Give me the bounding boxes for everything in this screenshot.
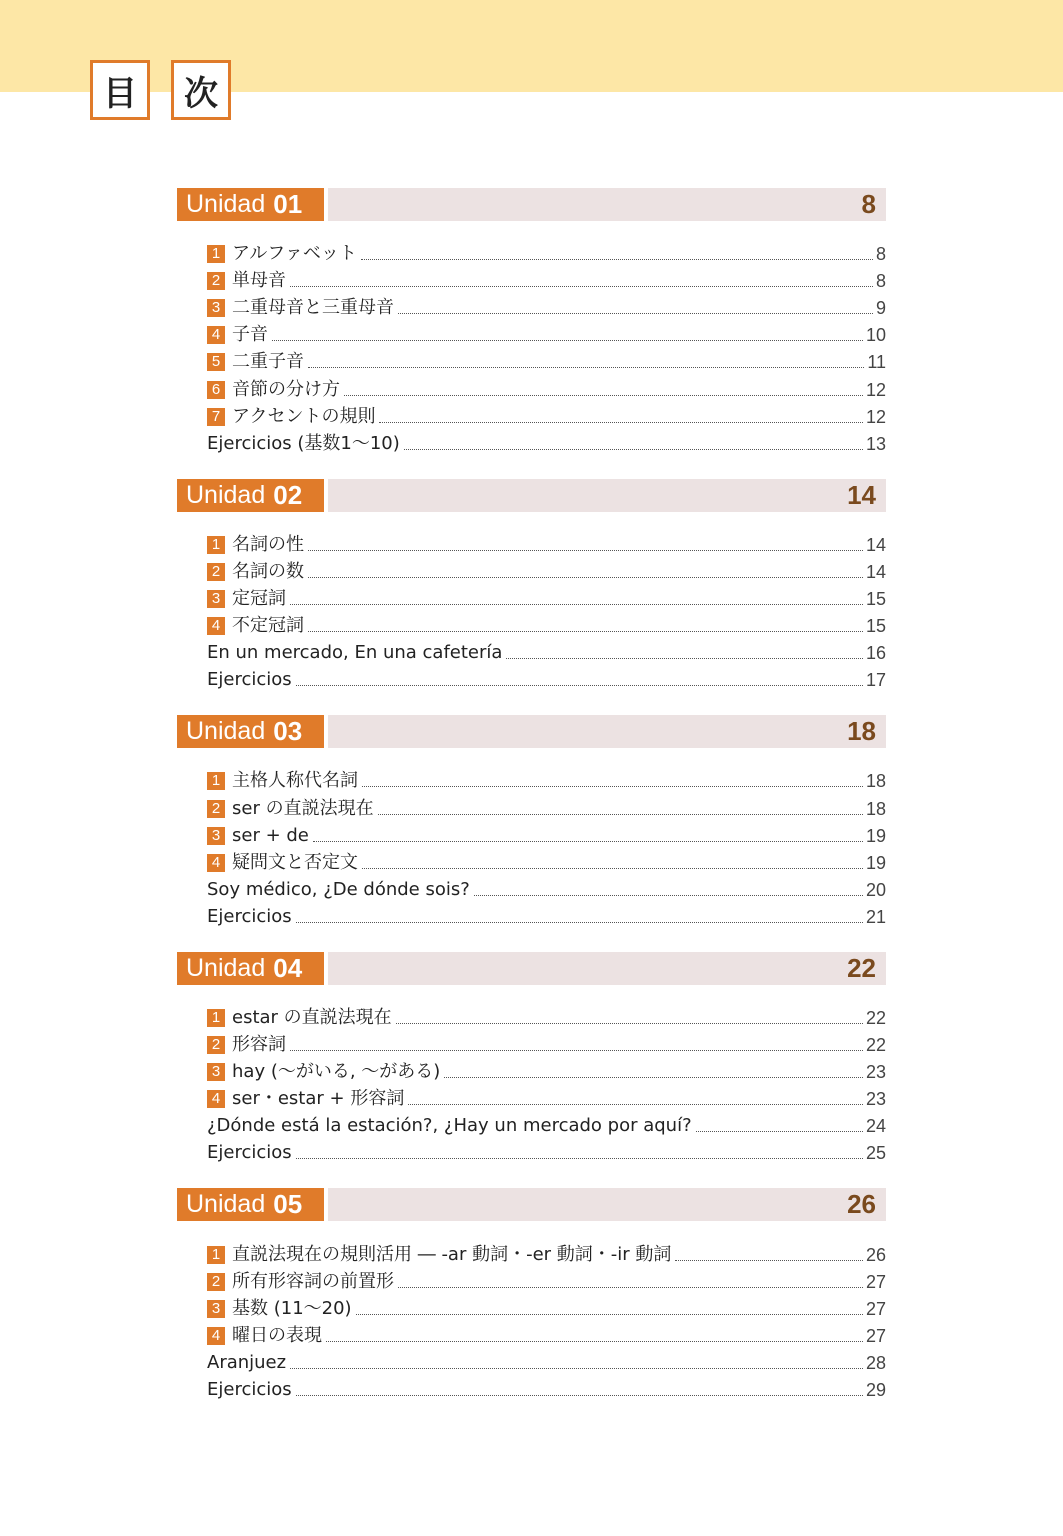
entry-page-number: 12: [865, 379, 886, 400]
toc-entry[interactable]: [207, 428, 886, 455]
dot-leader: [506, 658, 863, 659]
entry-page-number: 29: [865, 1380, 886, 1400]
unit-number: 05: [273, 1189, 303, 1220]
unit-label: [177, 479, 324, 512]
dot-leader: [474, 895, 863, 896]
entry-title: アクセントの規則: [232, 405, 376, 427]
unit-page-number: 26: [328, 1188, 886, 1221]
entry-title: 名詞の数: [232, 560, 304, 582]
entry-number-badge: 6: [207, 381, 225, 399]
entry-title: ser の直説法現在: [232, 797, 374, 819]
toc-entry[interactable]: [207, 265, 886, 292]
entry-number-badge: 3: [207, 1063, 225, 1081]
toc-entry[interactable]: [207, 1002, 886, 1029]
toc-entry[interactable]: [207, 1238, 886, 1265]
entry-page-number: 22: [865, 1007, 886, 1028]
entry-page-number: 14: [865, 534, 886, 555]
dot-leader: [444, 1077, 863, 1078]
entry-number-badge: 2: [207, 563, 225, 581]
entry-page-number: 19: [865, 852, 886, 873]
entry-page-number: 18: [865, 798, 886, 819]
entry-title: Ejercicios (基数1〜10): [207, 432, 400, 454]
entry-number-badge: 1: [207, 1009, 225, 1027]
dot-leader: [696, 1131, 863, 1132]
entry-number-badge: 3: [207, 827, 225, 845]
entry-number-badge: 4: [207, 617, 225, 635]
unit-page-number: 18: [328, 715, 886, 748]
dot-leader: [308, 577, 863, 578]
entry-page-number: 12: [865, 406, 886, 427]
entry-title: En un mercado, En una cafetería: [207, 642, 503, 664]
entry-title: Ejercicios: [207, 1142, 292, 1164]
entry-title: ser + de: [232, 824, 309, 846]
entry-title: 疑問文と否定文: [232, 851, 358, 873]
unit-entries: [207, 1002, 886, 1165]
toc-entry[interactable]: [207, 765, 886, 792]
entry-number-badge: 4: [207, 854, 225, 872]
entry-number-badge: 1: [207, 245, 225, 263]
entry-page-number: 20: [865, 879, 886, 900]
unit-label: [177, 188, 324, 221]
entry-title: ¿Dónde está la estación?, ¿Hay un mercado por aquí?: [207, 1115, 692, 1137]
entry-page-number: 9: [875, 298, 886, 319]
entry-page-number: 17: [865, 670, 886, 691]
entry-page-number: 23: [865, 1089, 886, 1110]
entry-page-number: 14: [865, 561, 886, 582]
unit-header[interactable]: [177, 479, 886, 512]
entry-page-number: 8: [875, 244, 886, 265]
toc-entry[interactable]: [207, 401, 886, 428]
toc-entry[interactable]: [207, 1266, 886, 1293]
toc-entry[interactable]: [207, 529, 886, 556]
entry-page-number: 27: [865, 1298, 886, 1319]
entry-number-badge: 4: [207, 1327, 225, 1345]
dot-leader: [398, 1287, 863, 1288]
toc-entry[interactable]: [207, 319, 886, 346]
toc-entry[interactable]: [207, 1374, 886, 1401]
unit-entries: [207, 238, 886, 455]
dot-leader: [344, 395, 863, 396]
entry-title: アルファベット: [232, 243, 357, 265]
entry-page-number: 15: [865, 589, 886, 610]
toc-entry[interactable]: [207, 373, 886, 400]
entry-number-badge: 2: [207, 272, 225, 290]
entry-page-number: 19: [865, 825, 886, 846]
dot-leader: [308, 631, 863, 632]
toc-entry[interactable]: [207, 1320, 886, 1347]
entry-page-number: 26: [865, 1244, 886, 1265]
unit-label: [177, 715, 324, 748]
entry-title: Soy médico, ¿De dónde sois?: [207, 878, 470, 900]
unit-label-text: Unidad: [186, 190, 266, 218]
toc-entry[interactable]: [207, 847, 886, 874]
entry-title: 単母音: [232, 270, 286, 292]
entry-page-number: 8: [875, 271, 886, 292]
entry-title: Ejercicios: [207, 1379, 292, 1400]
dot-leader: [379, 422, 863, 423]
dot-leader: [326, 1341, 863, 1342]
dot-leader: [356, 1314, 863, 1315]
dot-leader: [398, 313, 873, 314]
unit-entries: [207, 765, 886, 928]
unit-number: 02: [273, 479, 303, 510]
entry-number-badge: 4: [207, 326, 225, 344]
entry-page-number: 22: [865, 1035, 886, 1056]
unit-page-number: 14: [328, 479, 886, 512]
toc-entry[interactable]: [207, 637, 886, 664]
toc-entry[interactable]: [207, 1083, 886, 1110]
unit-label-text: Unidad: [186, 480, 266, 509]
table-of-contents: [177, 188, 886, 1425]
entry-title: ser・estar + 形容詞: [232, 1088, 405, 1110]
dot-leader: [296, 1395, 863, 1396]
unit-header[interactable]: [177, 952, 886, 985]
entry-page-number: 25: [865, 1143, 886, 1164]
dot-leader: [396, 1023, 863, 1024]
unit-header[interactable]: [177, 715, 886, 748]
dot-leader: [272, 340, 863, 341]
unit-number: 01: [273, 189, 303, 219]
unit-number: 03: [273, 716, 303, 747]
entry-title: Ejercicios: [207, 669, 292, 691]
entry-page-number: 28: [865, 1352, 886, 1373]
entry-page-number: 13: [865, 433, 886, 454]
toc-entry[interactable]: [207, 1056, 886, 1083]
toc-entry[interactable]: [207, 1347, 886, 1374]
dot-leader: [290, 286, 873, 287]
entry-title: 不定冠詞: [232, 615, 304, 637]
toc-entry[interactable]: [207, 1293, 886, 1320]
unit-entries: [207, 529, 886, 692]
dot-leader: [290, 1368, 863, 1369]
unit-section: [177, 479, 886, 692]
dot-leader: [408, 1104, 863, 1105]
entry-title: 音節の分け方: [232, 378, 340, 400]
entry-title: 二重子音: [232, 351, 304, 373]
unit-page-number: 22: [328, 952, 886, 985]
toc-entry[interactable]: [207, 874, 886, 901]
entry-page-number: 27: [865, 1325, 886, 1346]
entry-title: 所有形容詞の前置形: [232, 1270, 394, 1292]
dot-leader: [296, 1158, 863, 1159]
entry-number-badge: 1: [207, 1246, 225, 1264]
dot-leader: [296, 922, 863, 923]
entry-title: 直説法現在の規則活用 ― -ar 動詞・-er 動詞・-ir 動詞: [232, 1243, 672, 1265]
toc-entry[interactable]: [207, 1110, 886, 1137]
entry-number-badge: 5: [207, 353, 225, 371]
entry-page-number: 18: [865, 771, 886, 792]
unit-section: [177, 1188, 886, 1401]
entry-page-number: 11: [867, 352, 886, 373]
dot-leader: [308, 367, 864, 368]
entry-page-number: 21: [865, 906, 886, 927]
dot-leader: [290, 1050, 863, 1051]
entry-title: 基数 (11〜20): [232, 1297, 352, 1319]
toc-entry[interactable]: [207, 792, 886, 819]
unit-number: 04: [273, 952, 303, 983]
entry-number-badge: 4: [207, 1090, 225, 1108]
entry-page-number: 24: [865, 1116, 886, 1137]
entry-title: 形容詞: [232, 1034, 286, 1056]
heading-char-1: 目: [90, 60, 150, 120]
dot-leader: [404, 449, 863, 450]
unit-label-text: Unidad: [186, 717, 266, 746]
toc-entry[interactable]: [207, 346, 886, 373]
entry-title: hay (〜がいる, 〜がある): [232, 1061, 441, 1083]
entry-title: 主格人称代名詞: [232, 770, 358, 792]
entry-number-badge: 3: [207, 1300, 225, 1318]
unit-label: [177, 1188, 324, 1221]
entry-number-badge: 3: [207, 299, 225, 317]
unit-label-text: Unidad: [186, 953, 266, 982]
dot-leader: [290, 604, 863, 605]
toc-entry[interactable]: [207, 1137, 886, 1164]
entry-page-number: 15: [865, 616, 886, 637]
entry-page-number: 10: [865, 325, 886, 346]
heading-char-2: 次: [171, 60, 231, 120]
entry-number-badge: 1: [207, 536, 225, 554]
toc-entry[interactable]: [207, 292, 886, 319]
entry-title: 二重母音と三重母音: [232, 297, 394, 319]
entry-number-badge: 2: [207, 1273, 225, 1291]
entry-title: 定冠詞: [232, 588, 286, 610]
dot-leader: [362, 868, 863, 869]
entry-title: 名詞の性: [232, 533, 304, 555]
unit-section: [177, 188, 886, 455]
unit-header[interactable]: [177, 188, 886, 221]
entry-title: Aranjuez: [207, 1351, 287, 1373]
entry-number-badge: 2: [207, 800, 225, 818]
entry-title: Ejercicios: [207, 905, 292, 927]
toc-entry[interactable]: [207, 238, 886, 265]
entry-page-number: 16: [865, 643, 886, 664]
dot-leader: [675, 1260, 863, 1261]
dot-leader: [378, 814, 863, 815]
unit-page-number: 8: [328, 188, 886, 221]
header-band: [0, 0, 1063, 92]
toc-entry[interactable]: [207, 610, 886, 637]
entry-title: 子音: [232, 324, 268, 346]
entry-number-badge: 2: [207, 1036, 225, 1054]
unit-section: [177, 952, 886, 1165]
dot-leader: [361, 259, 873, 260]
entry-page-number: 23: [865, 1062, 886, 1083]
entry-number-badge: 3: [207, 590, 225, 608]
entry-title: 曜日の表現: [232, 1324, 322, 1346]
toc-entry[interactable]: [207, 556, 886, 583]
dot-leader: [362, 786, 863, 787]
toc-entry[interactable]: [207, 901, 886, 928]
dot-leader: [308, 550, 863, 551]
toc-entry[interactable]: [207, 583, 886, 610]
toc-entry[interactable]: [207, 664, 886, 691]
entry-page-number: 27: [865, 1271, 886, 1292]
unit-label-text: Unidad: [186, 1190, 266, 1219]
toc-entry[interactable]: [207, 1029, 886, 1056]
toc-entry[interactable]: [207, 820, 886, 847]
unit-entries: [207, 1238, 886, 1401]
entry-number-badge: 1: [207, 772, 225, 790]
dot-leader: [296, 685, 863, 686]
unit-section: [177, 715, 886, 928]
entry-title: estar の直説法現在: [232, 1006, 392, 1028]
entry-number-badge: 7: [207, 408, 225, 426]
dot-leader: [313, 841, 863, 842]
unit-header[interactable]: [177, 1188, 886, 1221]
unit-label: [177, 952, 324, 985]
